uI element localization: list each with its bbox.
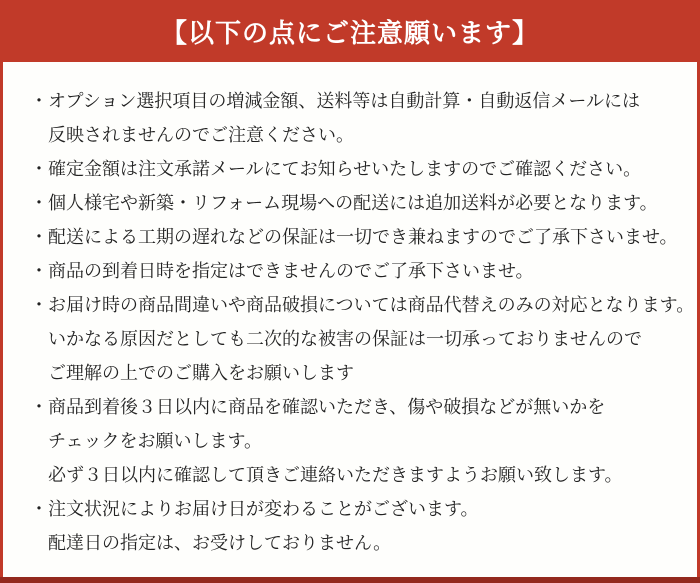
notice-line: ご理解の上でのご購入をお願いします xyxy=(48,363,354,383)
notice-line: ・オプション選択項目の増減金額、送料等は自動計算・自動返信メールには xyxy=(30,91,641,111)
notice-line: チェックをお願いします。 xyxy=(48,431,263,451)
notice-line: 必ず３日以内に確認して頂きご連絡いただきますようお願い致します。 xyxy=(48,465,623,485)
notice-line: ・お届け時の商品間違いや商品破損については商品代替えのみの対応となります。 xyxy=(30,295,695,315)
header-bar xyxy=(0,0,700,62)
notice-line: ・配送による工期の遅れなどの保証は一切でき兼ねますのでご了承下さいませ。 xyxy=(30,227,678,247)
notice-line: 反映されませんのでご注意ください。 xyxy=(48,125,354,145)
notice-body xyxy=(3,62,697,577)
notice-line: ・商品到着後３日以内に商品を確認いただき、傷や破損などが無いかを xyxy=(30,397,606,417)
notice-line: いかなる原因だとしても二次的な被害の保証は一切承っておりませんので xyxy=(48,329,642,349)
notice-line: ・確定金額は注文承諾メールにてお知らせいたしますのでご確認ください。 xyxy=(30,159,642,179)
notice-line: ・注文状況によりお届け日が変わることがございます。 xyxy=(30,499,479,519)
notice-line: ・商品の到着日時を指定はできませんのでご了承下さいませ。 xyxy=(30,261,534,281)
notice-line: ・個人様宅や新築・リフォーム現場への配送には追加送料が必要となります。 xyxy=(30,193,658,213)
bottom-border xyxy=(0,577,700,583)
page-title: 【以下の点にご注意願います】 xyxy=(160,17,539,48)
notice-line: 配達日の指定は、お受けしておりません。 xyxy=(48,533,392,553)
